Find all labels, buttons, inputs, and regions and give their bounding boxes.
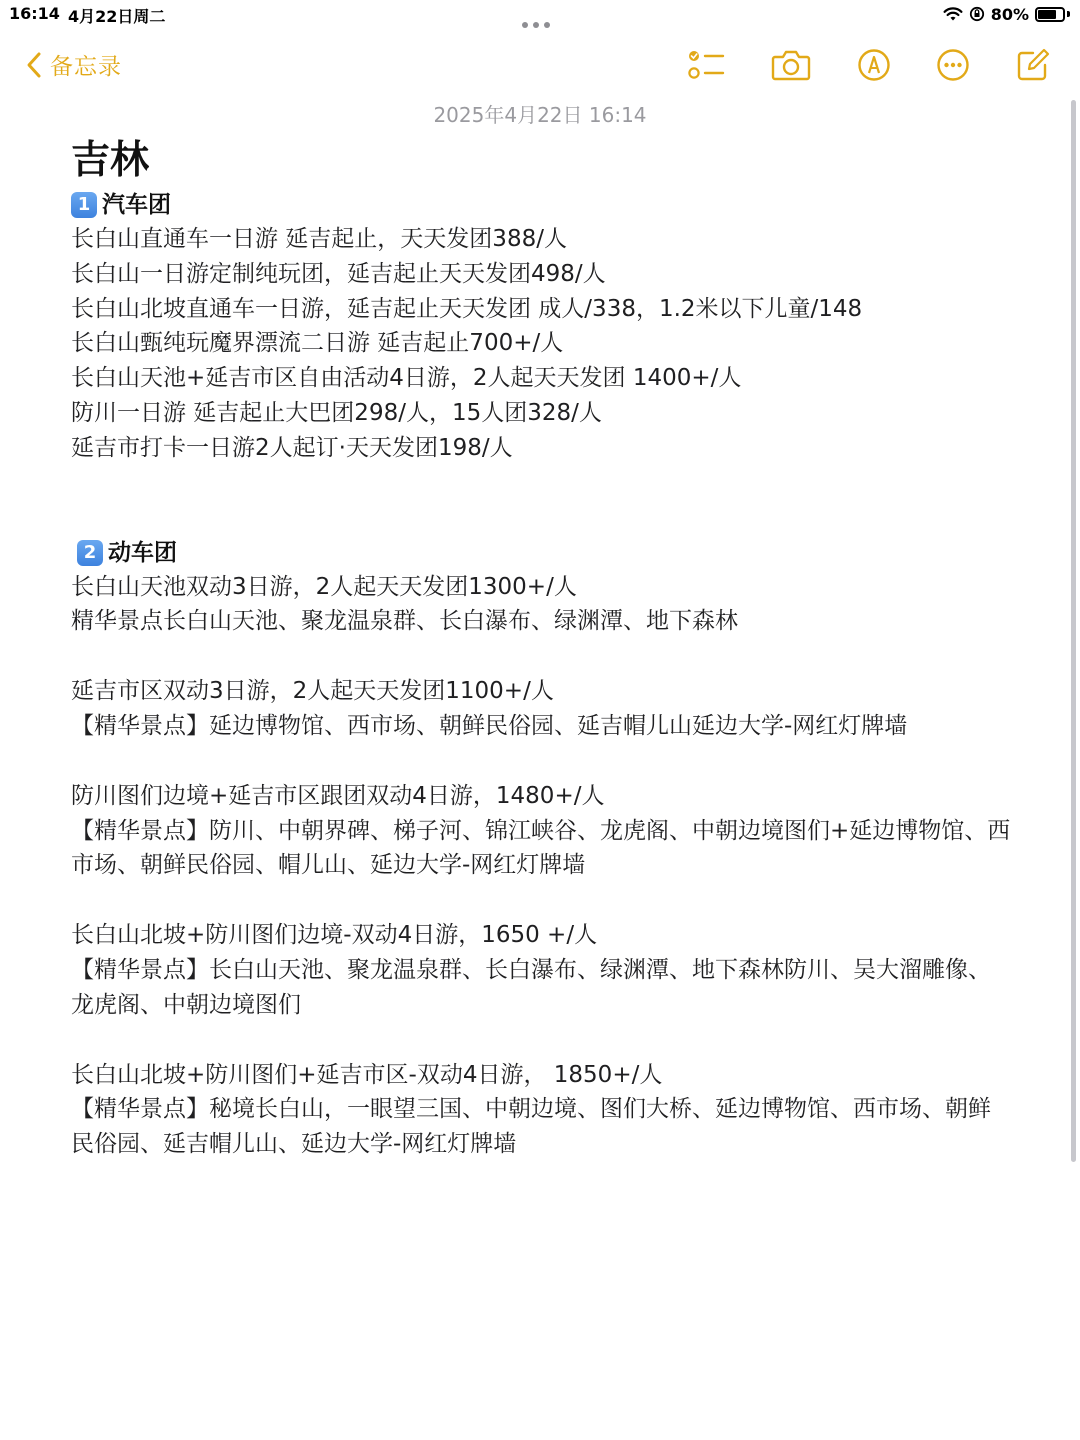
compose-button[interactable] bbox=[1013, 45, 1053, 85]
train-item bbox=[71, 918, 1011, 1022]
note-line[interactable]: 长白山北坡直通车一日游，延吉起止天天发团 成人/338，1.2米以下儿童/148 bbox=[71, 295, 863, 322]
compose-icon bbox=[1015, 47, 1051, 83]
train-item bbox=[71, 779, 1011, 883]
note-line[interactable]: 长白山直通车一日游 延吉起止，天天发团388/人 bbox=[71, 226, 567, 252]
camera-button[interactable] bbox=[771, 45, 811, 85]
train-item bbox=[71, 674, 1011, 744]
checklist-icon bbox=[687, 48, 725, 82]
note-body[interactable] bbox=[71, 134, 1011, 1162]
back-button[interactable] bbox=[26, 48, 122, 81]
train-item-title[interactable]: 长白山北坡+防川图们+延吉市区-双动4日游， 1850+/人 bbox=[71, 1061, 663, 1088]
note-line[interactable]: 延吉市打卡一日游2人起订·天天发团198/人 bbox=[71, 434, 513, 461]
markup-button[interactable] bbox=[854, 45, 894, 85]
note-title[interactable]: 吉林 bbox=[71, 138, 150, 183]
more-icon bbox=[936, 48, 970, 82]
note-line[interactable]: 长白山一日游定制纯玩团，延吉起止天天发团498/人 bbox=[71, 260, 606, 287]
train-item-title[interactable]: 长白山北坡+防川图们边境-双动4日游，1650 +/人 bbox=[71, 922, 598, 949]
section-heading-label: 动车团 bbox=[108, 539, 177, 566]
checklist-button[interactable] bbox=[686, 45, 726, 85]
section-heading-label: 汽车团 bbox=[102, 192, 171, 218]
keycap-one-icon: 1 bbox=[71, 192, 97, 218]
note-line[interactable]: 长白山甄纯玩魔界漂流二日游 延吉起止700+/人 bbox=[71, 330, 564, 357]
section-heading-bus[interactable] bbox=[71, 188, 1011, 222]
chevron-left-icon bbox=[26, 51, 42, 79]
keycap-two-icon: 2 bbox=[77, 540, 103, 566]
train-item-desc[interactable]: 【精华景点】延边博物馆、西市场、朝鲜民俗园、延吉帽儿山延边大学-网红灯牌墙 bbox=[71, 712, 908, 739]
battery-percentage: 80% bbox=[990, 4, 1029, 24]
status-time: 16:14 bbox=[9, 4, 60, 23]
train-item-desc[interactable]: 【精华景点】防川、中朝界碑、梯子河、锦江峡谷、龙虎阁、中朝边境图们+延边博物馆、西市场、朝鲜民俗园、帽儿山、延边大学-网红灯牌墙 bbox=[71, 817, 1011, 879]
note-line[interactable]: 长白山天池+延吉市区自由活动4日游，2人起天天发团 1400+/人 bbox=[71, 365, 742, 392]
toolbar bbox=[0, 40, 1080, 90]
train-item-desc[interactable]: 【精华景点】秘境长白山，一眼望三国、中朝边境、图们大桥、延边博物馆、西市场、朝鲜民俗园、延吉帽儿山、延边大学-网红灯牌墙 bbox=[71, 1096, 991, 1158]
train-item-title[interactable]: 延吉市区双动3日游，2人起天天发团1100+/人 bbox=[71, 678, 554, 705]
train-item-title[interactable]: 长白山天池双动3日游，2人起天天发团1300+/人 bbox=[71, 573, 577, 600]
camera-icon bbox=[771, 49, 811, 81]
status-date: 4月22日周二 bbox=[68, 7, 166, 26]
status-bar bbox=[0, 0, 1080, 30]
train-item-desc[interactable]: 精华景点长白山天池、聚龙温泉群、长白瀑布、绿渊潭、地下森林 bbox=[71, 608, 738, 635]
train-item-title[interactable]: 防川图们边境+延吉市区跟团双动4日游，1480+/人 bbox=[71, 782, 605, 809]
train-item bbox=[71, 570, 1011, 640]
multitasking-dots-icon[interactable] bbox=[522, 13, 558, 21]
train-item bbox=[71, 1058, 1011, 1162]
wifi-icon bbox=[943, 6, 963, 22]
note-line[interactable]: 防川一日游 延吉起止大巴团298/人，15人团328/人 bbox=[71, 399, 602, 426]
section-heading-train[interactable] bbox=[77, 536, 1011, 570]
markup-pen-icon bbox=[857, 48, 891, 82]
orientation-lock-icon bbox=[969, 6, 985, 22]
note-date: 2025年4月22日 16:14 bbox=[433, 103, 647, 127]
battery-icon bbox=[1035, 7, 1065, 22]
status-right bbox=[943, 3, 1070, 25]
train-item-desc[interactable]: 【精华景点】长白山天池、聚龙温泉群、长白瀑布、绿渊潭、地下森林防川、吴大溜雕像、龙虎阁、中朝边境图们 bbox=[71, 956, 991, 1018]
more-button[interactable] bbox=[933, 45, 973, 85]
scrollbar[interactable] bbox=[1071, 100, 1076, 1162]
section-lines-bus bbox=[71, 222, 1011, 466]
back-label: 备忘录 bbox=[50, 54, 122, 80]
